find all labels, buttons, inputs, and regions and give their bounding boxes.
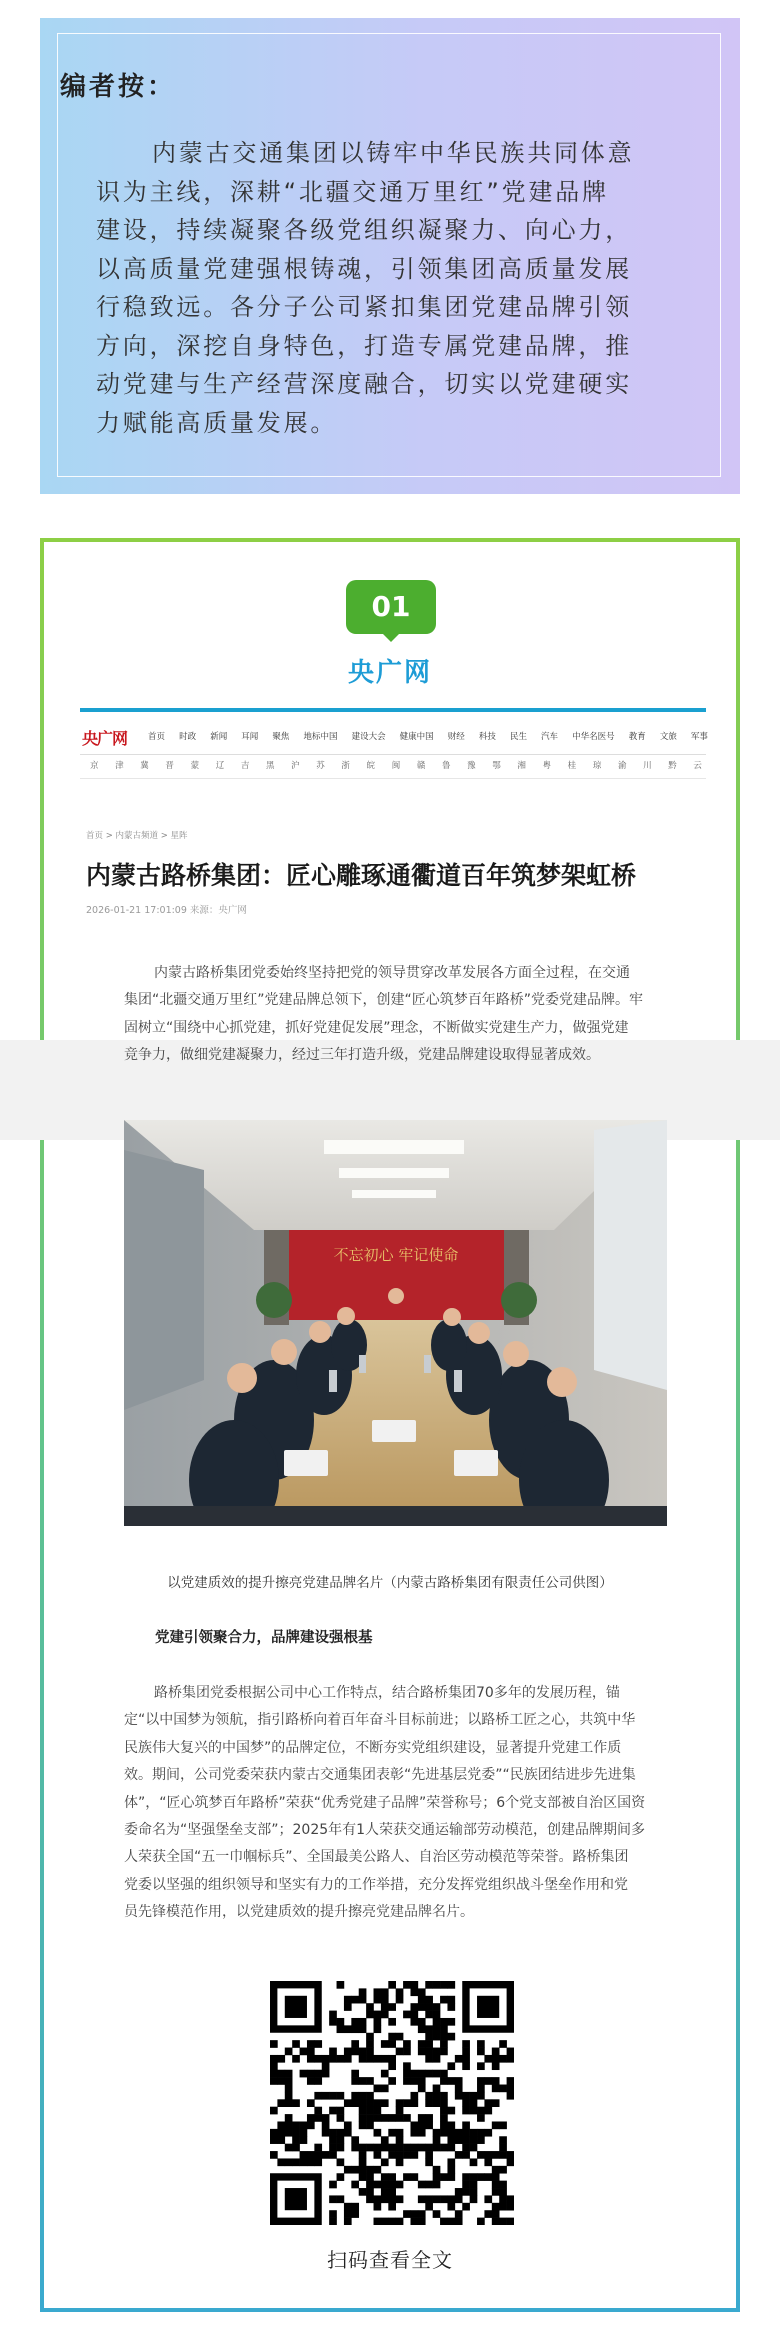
cnr-header-line (80, 708, 706, 712)
photo-banner-text: 不忘初心 牢记使命 (333, 1246, 459, 1264)
article-intro (124, 960, 664, 1070)
cnr-nav-item[interactable]: 新闻 (210, 732, 228, 742)
paragraph-line: 竞争力，做细党建凝聚力，经过三年打造升级，党建品牌建设取得显著成效。 (124, 1047, 600, 1064)
editor-note-heading: 编者按： (60, 72, 177, 102)
editor-note-text (96, 134, 684, 442)
paragraph-line: 员先锋模范作用，以党建质效的提升擦亮党建品牌名片。 (124, 1904, 474, 1921)
cnr-region-item[interactable]: 川 (643, 761, 652, 771)
paragraph-line: 内蒙古路桥集团党委始终坚持把党的领导贯穿改革发展各方面全过程，在交通 (154, 965, 630, 981)
paragraph-line: 效。期间，公司党委荣获内蒙古交通集团表彰“先进基层党委”“民族团结进步先进集 (124, 1767, 636, 1784)
cnr-region-nav (90, 759, 702, 771)
cnr-nav-item[interactable]: 中华名医号 (572, 732, 615, 742)
cnr-region-item[interactable]: 鄂 (492, 761, 501, 771)
article-meta: 2026-01-21 17:01:09 来源：央广网 (86, 905, 247, 916)
paragraph-line: 体”，“匠心筑梦百年路桥”荣获“优秀党建子品牌”荣誉称号；6个党支部被自治区国资 (124, 1794, 646, 1811)
cnr-nav-item[interactable]: 地标中国 (303, 732, 338, 742)
cnr-region-item[interactable]: 粤 (542, 761, 552, 771)
qr-code[interactable] (270, 1981, 514, 2225)
cnr-region-item[interactable]: 黑 (265, 761, 275, 771)
editor-note-line: 力赋能高质量发展。 (96, 408, 338, 437)
photo-caption: 以党建质效的提升擦亮党建品牌名片（内蒙古路桥集团有限责任公司供图） (167, 1575, 613, 1591)
cnr-nav-item[interactable]: 军事 (690, 732, 708, 742)
paragraph-line: 集团“北疆交通万里红”党建品牌总领下，创建“匠心筑梦百年路桥”党委党建品牌。牢 (124, 992, 644, 1009)
cnr-region-item[interactable]: 云 (693, 761, 702, 771)
paragraph-line: 定“以中国梦为领航，指引路桥向着百年奋斗目标前进；以路桥工匠之心，共筑中华 (124, 1712, 636, 1729)
paragraph-line: 民族伟大复兴的中国梦”的品牌定位，不断夯实党组织建设，显著提升党建工作质 (124, 1739, 622, 1756)
cnr-nav-item[interactable]: 汽车 (541, 732, 559, 742)
cnr-region-item[interactable]: 鲁 (441, 761, 451, 771)
cnr-primary-nav (148, 730, 708, 742)
cnr-nav-item[interactable]: 首页 (148, 732, 166, 742)
cnr-region-item[interactable]: 赣 (416, 761, 426, 771)
cnr-nav-item[interactable]: 科技 (478, 732, 496, 742)
meeting-photo (124, 1120, 667, 1526)
breadcrumb[interactable]: 首页 > 内蒙古频道 > 星阵 (86, 831, 188, 841)
item-number-pointer (382, 633, 400, 642)
cnr-region-item[interactable]: 渝 (617, 761, 627, 771)
article-title: 内蒙古路桥集团：匠心雕琢通衢道百年筑梦架虹桥 (86, 861, 637, 890)
cnr-region-item[interactable]: 黔 (668, 761, 677, 771)
cnr-nav-item[interactable]: 文旅 (659, 732, 677, 742)
cnr-nav-item[interactable]: 耳闻 (241, 732, 259, 742)
cnr-nav-item[interactable]: 建设大会 (351, 732, 386, 742)
cnr-nav-item[interactable]: 聚焦 (272, 732, 290, 742)
editor-note-line: 动党建与生产经营深度融合，切实以党建硬实 (96, 370, 632, 398)
cnr-nav-item[interactable]: 民生 (509, 732, 527, 742)
cnr-region-item[interactable]: 辽 (215, 761, 225, 771)
editor-note-line: 方向，深挖自身特色，打造专属党建品牌，推 (96, 331, 632, 360)
cnr-region-item[interactable]: 苏 (316, 761, 325, 771)
cnr-nav-item[interactable]: 教育 (628, 732, 646, 742)
cnr-nav-divider-2 (80, 778, 706, 779)
qr-label: 扫码查看全文 (327, 2248, 453, 2272)
editor-note-line: 建设，持续凝聚各级党组织凝聚力、向心力， (96, 216, 632, 244)
editor-note-line: 以高质量党建强根铸魂，引领集团高质量发展 (96, 254, 632, 283)
paragraph-line: 人荣获全国“五一巾帼标兵”、全国最美公路人、自治区劳动模范等荣誉。路桥集团 (124, 1849, 629, 1866)
cnr-region-item[interactable]: 桂 (567, 761, 577, 771)
source-title: 央广网 (347, 658, 432, 688)
cnr-region-item[interactable]: 豫 (467, 761, 476, 771)
cnr-region-item[interactable]: 湘 (517, 761, 526, 771)
editor-note-line: 识为主线，深耕“北疆交通万里红”党建品牌 (96, 177, 609, 206)
paragraph-line: 路桥集团党委根据公司中心工作特点，结合路桥集团70多年的发展历程，锚 (154, 1685, 620, 1701)
paragraph-line: 委命名为“坚强堡垒支部”；2025年有1人荣获交通运输部劳动模范，创建品牌期间多 (124, 1821, 646, 1838)
editor-note-line: 内蒙古交通集团以铸牢中华民族共同体意 (152, 139, 635, 167)
cnr-region-item[interactable]: 蒙 (190, 761, 200, 771)
article-body (124, 1680, 664, 1927)
paragraph-line: 党委以坚强的组织领导和坚实有力的工作举措，充分发挥党组织战斗堡垒作用和党 (124, 1876, 628, 1893)
cnr-region-item[interactable]: 皖 (366, 761, 376, 771)
cnr-logo[interactable]: 央广网 (82, 729, 128, 748)
section-heading: 党建引领聚合力，品牌建设强根基 (155, 1630, 373, 1646)
cnr-region-item[interactable]: 晋 (165, 761, 174, 771)
cnr-nav-item[interactable]: 健康中国 (399, 732, 434, 742)
cnr-region-item[interactable]: 津 (115, 761, 124, 771)
cnr-region-item[interactable]: 沪 (291, 761, 300, 771)
paragraph-line: 固树立“围绕中心抓党建，抓好党建促发展”理念，不断做实党建生产力，做强党建 (124, 1019, 629, 1036)
cnr-nav-item[interactable]: 财经 (447, 732, 465, 742)
item-number-badge: 01 (346, 580, 436, 634)
cnr-region-item[interactable]: 京 (90, 761, 99, 771)
cnr-nav-item[interactable]: 时政 (179, 732, 197, 742)
cnr-nav-divider (80, 754, 706, 755)
cnr-region-item[interactable]: 浙 (341, 761, 350, 771)
cnr-region-item[interactable]: 吉 (240, 761, 250, 771)
cnr-region-item[interactable]: 冀 (140, 761, 149, 771)
cnr-region-item[interactable]: 闽 (391, 761, 401, 771)
editor-note-line: 行稳致远。各分子公司紧扣集团党建品牌引领 (96, 293, 632, 321)
cnr-region-item[interactable]: 琼 (592, 761, 602, 771)
